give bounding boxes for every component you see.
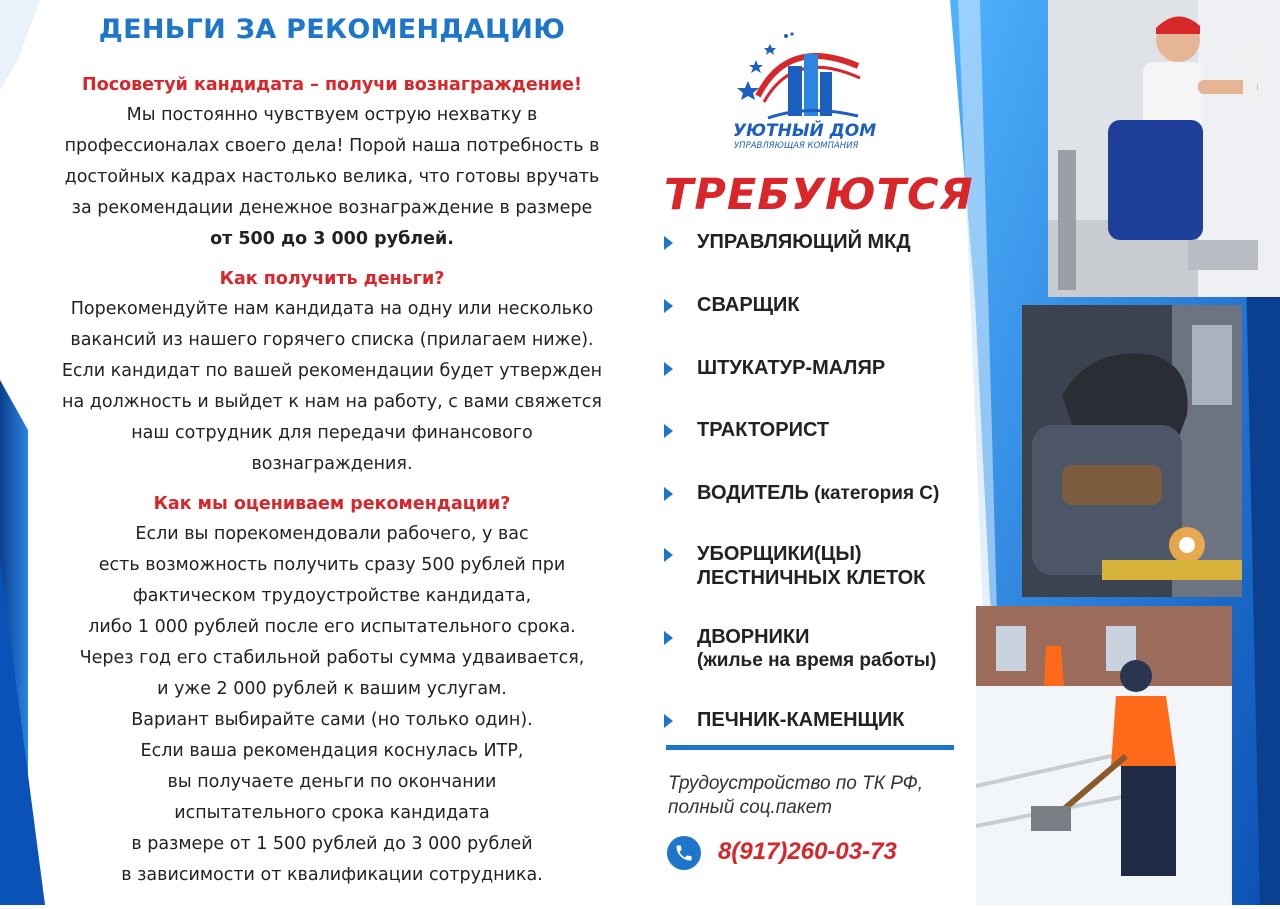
job-title: ШТУКАТУР-МАЛЯР	[697, 357, 886, 379]
chevron-right-icon	[664, 714, 673, 728]
job-item	[664, 230, 911, 254]
job-note: (категория С)	[808, 483, 940, 504]
chevron-right-icon	[664, 487, 673, 501]
chevron-right-icon	[664, 236, 673, 250]
job-note: (жилье на время работы)	[697, 650, 937, 671]
text-line: Мы постоянно чувствуем острую нехватку в	[126, 105, 538, 125]
chevron-right-icon	[664, 424, 673, 438]
job-item	[664, 481, 939, 506]
job-item	[664, 356, 885, 380]
text-line: достойных кадрах настолько велика, что готовы вручать	[64, 167, 600, 187]
job-title-line2: ЛЕСТНИЧНЫХ КЛЕТОК	[697, 567, 926, 589]
text-line: фактическом трудоустройстве кандидата,	[132, 586, 532, 606]
job-item	[664, 542, 925, 590]
welder-photo	[1022, 305, 1242, 597]
text-line: вознаграждения.	[251, 454, 413, 474]
job-title: ПЕЧНИК-КАМЕНЩИК	[697, 709, 905, 731]
phone-icon	[667, 836, 701, 870]
chevron-right-icon	[664, 548, 673, 562]
logo-tagline: УПРАВЛЯЮЩАЯ КОМПАНИЯ	[734, 141, 859, 151]
text-line: либо 1 000 рублей после его испытательного срока.	[88, 617, 576, 637]
chevron-right-icon	[664, 362, 673, 376]
chevron-right-icon	[664, 631, 673, 645]
divider	[666, 745, 954, 750]
how-text	[22, 294, 642, 480]
text-line: есть возможность получить сразу 500 рублей при	[98, 555, 566, 575]
text-line: и уже 2 000 рублей к вашим услугам.	[157, 679, 507, 699]
text-line: Если кандидат по вашей рекомендации будет утвержден	[61, 361, 603, 381]
text-line: наш сотрудник для передачи финансового	[131, 423, 533, 443]
job-item	[664, 418, 829, 442]
painter-photo	[1048, 0, 1280, 297]
text-line: Порекомендуйте нам кандидата на одну или несколько	[70, 299, 594, 319]
text-line: Если ваша рекомендация коснулась ИТР,	[140, 741, 524, 761]
terms-line: полный соц.пакет	[668, 797, 832, 818]
hiring-title: ТРЕБУЮТСЯ	[664, 170, 974, 220]
text-line: за рекомендации денежное вознаграждение в размере	[71, 198, 593, 218]
text-line: на должность и выйдет к нам на работу, с вами свяжется	[62, 392, 602, 412]
phone-number[interactable]: 8(917)260-03-73	[718, 838, 897, 865]
logo-name: УЮТНЫЙ ДОМ	[733, 121, 877, 141]
how-heading: Как получить деньги?	[219, 269, 445, 289]
company-logo	[728, 26, 878, 156]
job-item	[664, 625, 936, 673]
eval-heading: Как мы оцениваем рекомендации?	[153, 494, 511, 514]
text-line: вакансий из нашего горячего списка (прилагаем ниже).	[70, 330, 594, 350]
job-title: УБОРЩИКИ(ЦЫ)	[697, 543, 862, 565]
text-line: испытательного срока кандидата	[174, 803, 490, 823]
job-item	[664, 708, 905, 732]
intro-heading: Посоветуй кандидата – получи вознаграждение!	[82, 75, 582, 95]
text-line: Через год его стабильной работы сумма удваивается,	[79, 648, 585, 668]
page-title: ДЕНЬГИ ЗА РЕКОМЕНДАЦИЮ	[98, 14, 566, 45]
janitor-photo	[976, 606, 1232, 905]
job-item	[664, 293, 800, 317]
text-line: Если вы порекомендовали рабочего, у вас	[135, 524, 529, 544]
referral-info	[22, 14, 642, 891]
text-line: в размере от 1 500 рублей до 3 000 рублей	[131, 834, 533, 854]
chevron-right-icon	[664, 299, 673, 313]
reward-amount: от 500 до 3 000 рублей.	[210, 229, 454, 249]
job-title: ДВОРНИКИ	[697, 626, 810, 648]
job-title: ТРАКТОРИСТ	[697, 419, 830, 441]
text-line: Вариант выбирайте сами (но только один).	[131, 710, 533, 730]
text-line: в зависимости от квалификации сотрудника.	[121, 865, 543, 885]
text-line: профессионалах своего дела! Порой наша потребность в	[64, 136, 600, 156]
job-title: ВОДИТЕЛЬ	[697, 482, 809, 504]
terms-line: Трудоустройство по ТК РФ,	[668, 773, 924, 794]
job-title: СВАРЩИК	[697, 294, 800, 316]
text-line: вы получаете деньги по окончании	[167, 772, 497, 792]
intro-text	[22, 100, 642, 255]
eval-text	[22, 519, 642, 891]
job-title: УПРАВЛЯЮЩИЙ МКД	[697, 231, 911, 253]
employment-terms	[668, 772, 923, 820]
